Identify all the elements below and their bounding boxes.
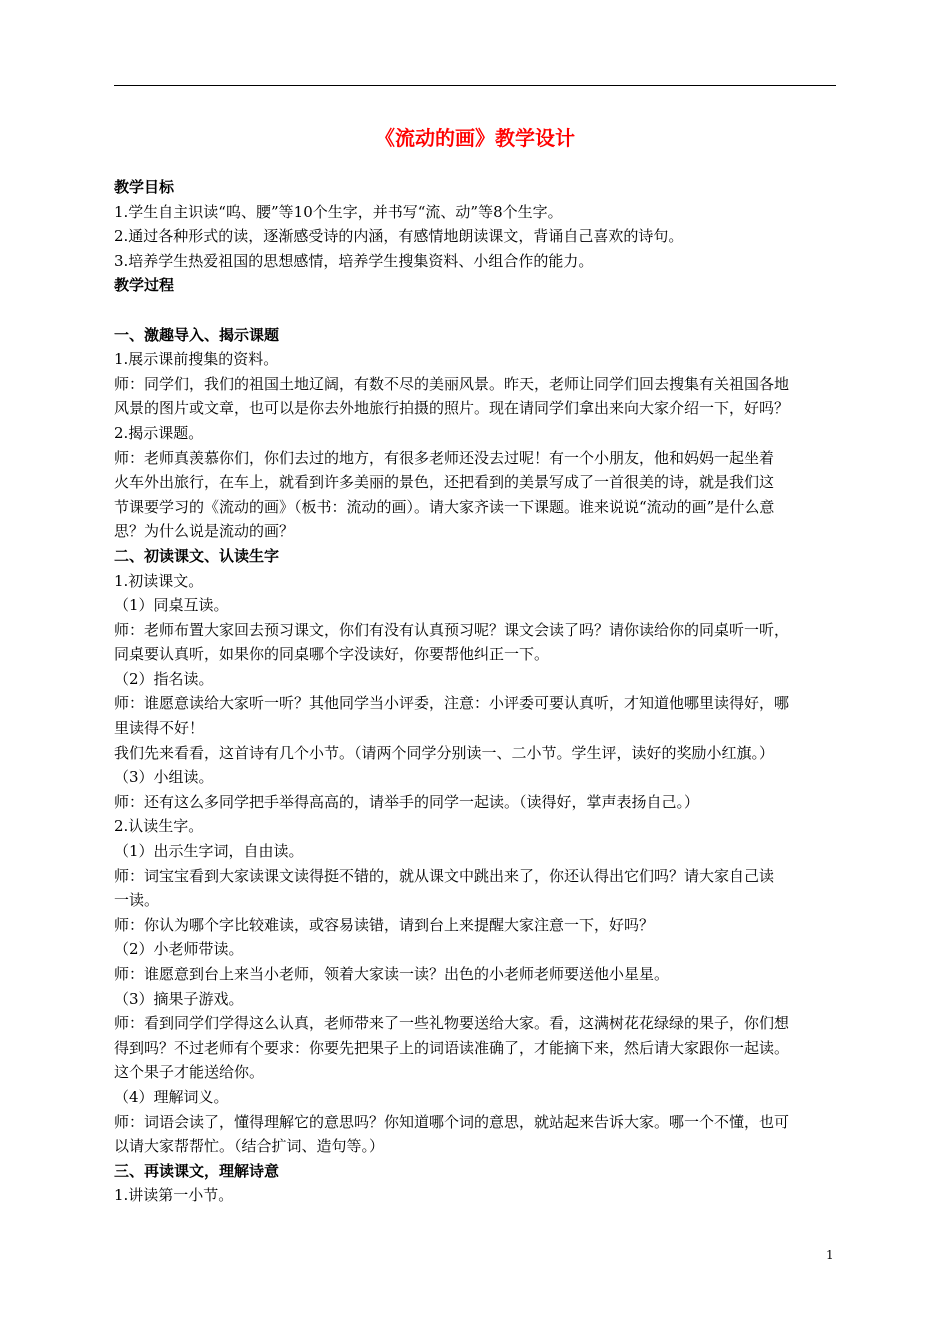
body-text-line: 1.展示课前搜集的资料。 [114,350,279,369]
body-text-line: 师：还有这么多同学把手举得高高的，请举手的同学一起读。（读得好，掌声表扬自己。） [114,792,700,811]
body-text-line: 节课要学习的《流动的画》（板书：流动的画）。请大家齐读一下课题。谁来说说“流动的画”是什么意 [114,497,775,516]
body-text-line: 我们先来看看，这首诗有几个小节。（请两个同学分别读一、二小节。学生评，读好的奖励小红旗。） [114,743,775,762]
body-text-line: （4）理解词义。 [114,1087,229,1106]
body-text-line: 2.通过各种形式的读，逐渐感受诗的内涵，有感情地朗读课文，背诵自己喜欢的诗句。 [114,227,684,246]
body-text-line: 风景的图片或文章，也可以是你去外地旅行拍摄的照片。现在请同学们拿出来向大家介绍一下，好吗？ [114,399,790,418]
body-text-line: 1.初读课文。 [114,571,204,590]
body-text-line: （1）出示生字词，自由读。 [114,842,304,861]
body-text-line: （2）小老师带读。 [114,940,244,959]
document-body [114,175,838,1208]
body-text-line: 师：看到同学们学得这么认真，老师带来了一些礼物要送给大家。看，这满树花花绿绿的果子，你们想 [114,1014,790,1033]
page-number: 1 [826,1248,834,1262]
body-text-line: （2）指名读。 [114,669,214,688]
body-text-line: 2.认读生字。 [114,817,204,836]
body-text-line: （3）小组读。 [114,768,214,787]
body-text-line: 以请大家帮帮忙。（结合扩词、造句等。） [114,1137,385,1156]
body-text-line: 里读得不好！ [114,719,205,738]
body-text-line: 1.学生自主识读“呜、腰”等10个生字，并书写“流、动”等8个生字。 [114,202,563,221]
body-text-line: 师：词宝宝看到大家读课文读得挺不错的，就从课文中跳出来了，你还认得出它们吗？请大家自己读 [114,866,775,885]
body-text-line: 师：你认为哪个字比较难读，或容易读错，请到台上来提醒大家注意一下，好吗？ [114,915,655,934]
document-title: 《流动的画》教学设计 [375,126,575,150]
body-text-line: 同桌要认真听，如果你的同桌哪个字没读好，你要帮他纠正一下。 [114,645,550,664]
section-heading: 教学过程 [114,276,175,295]
body-text-line: 师：老师真羡慕你们，你们去过的地方，有很多老师还没去过呢！有一个小朋友，他和妈妈一起坐着 [114,448,775,467]
section-heading: 一、激趣导入、揭示课题 [114,325,280,344]
body-text-line: 3.培养学生热爱祖国的思想感情，培养学生搜集资料、小组合作的能力。 [114,251,594,270]
section-heading: 教学目标 [114,178,175,196]
section-heading: 二、初读课文、认读生字 [114,546,280,565]
body-text-line: 得到吗？不过老师有个要求：你要先把果子上的词语读准确了，才能摘下来，然后请大家跟你一起读。 [114,1038,790,1057]
body-text-line: 师：谁愿意读给大家听一听？其他同学当小评委，注意：小评委可要认真听，才知道他哪里读得好，哪 [114,694,790,713]
body-text-line: 师：谁愿意到台上来当小老师，领着大家读一读？出色的小老师老师要送他小星星。 [114,965,670,983]
body-text-line: 师：同学们，我们的祖国土地辽阔，有数不尽的美丽风景。昨天，老师让同学们回去搜集有关祖国各地 [114,374,790,393]
body-text-line: 一读。 [114,891,160,910]
body-text-line: （1）同桌互读。 [114,596,229,615]
section-heading: 三、再读课文，理解诗意 [114,1161,280,1180]
body-text-line: 思？为什么说是流动的画？ [114,522,295,541]
body-text-line: 1.讲读第一小节。 [114,1186,234,1205]
body-text-line: 师：词语会读了，懂得理解它的意思吗？你知道哪个词的意思，就站起来告诉大家。哪一个不懂，也可 [114,1112,790,1131]
body-text-line: （3）摘果子游戏。 [114,989,244,1008]
body-text-line: 火车外出旅行，在车上，就看到许多美丽的景色，还把看到的美景写成了一首很美的诗，就是我们这 [114,473,775,492]
header-rule [114,85,836,86]
blank-line [114,298,838,323]
body-text-line: 这个果子才能送给你。 [114,1063,265,1082]
body-text-line: 2.揭示课题。 [114,423,204,442]
body-text-line: 师：老师布置大家回去预习课文，你们有没有认真预习呢？课文会读了吗？请你读给你的同桌听一听， [114,620,790,639]
